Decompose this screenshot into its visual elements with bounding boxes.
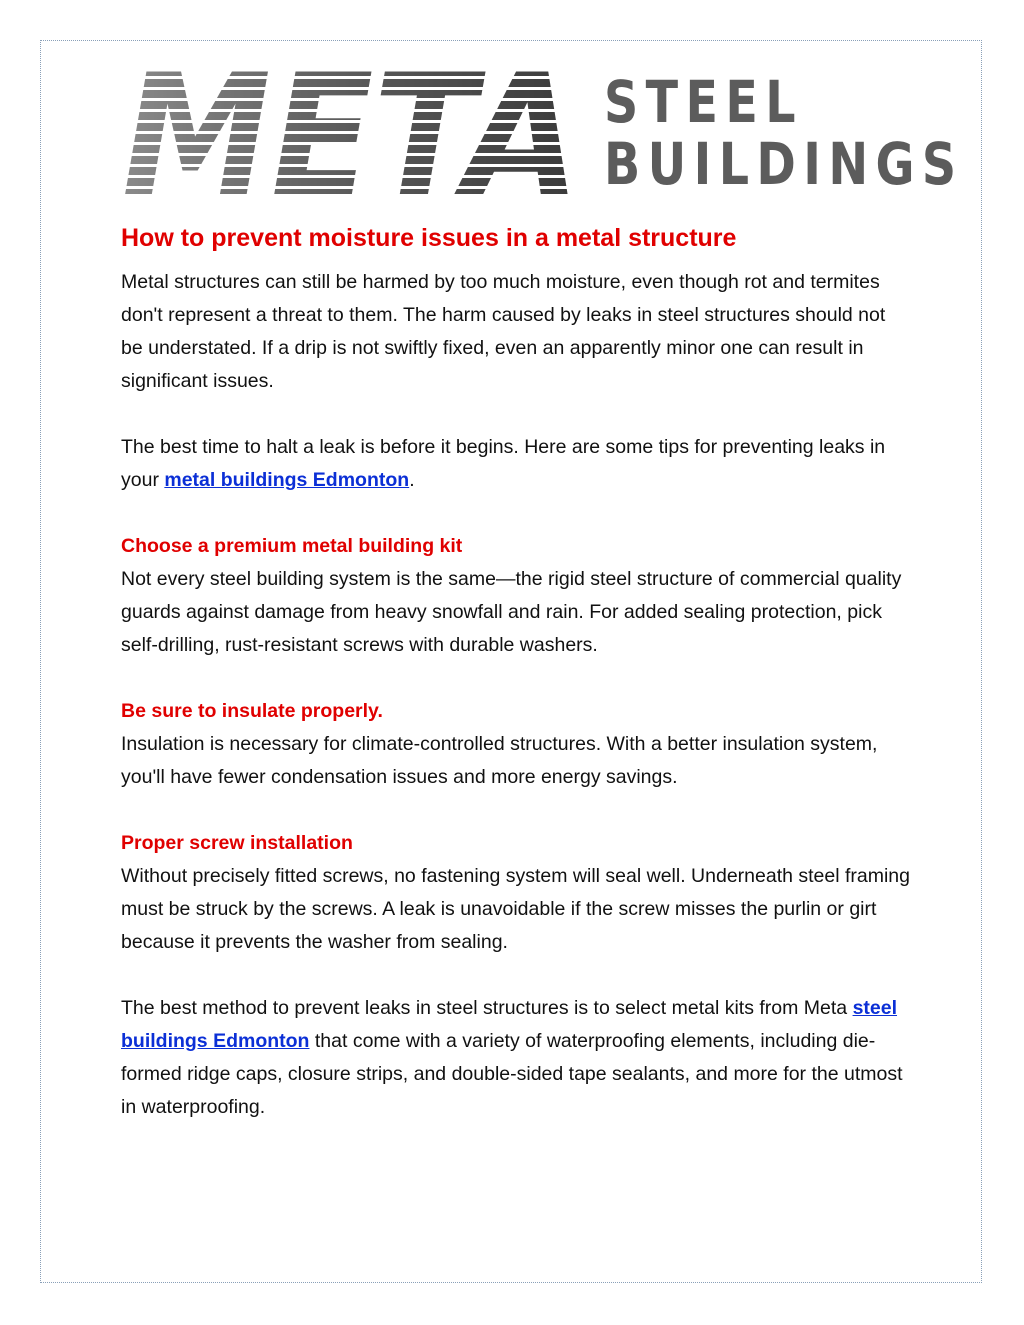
meta-logo-mark xyxy=(122,38,582,234)
logo-wordmark xyxy=(604,68,964,198)
meta-logo-text: META xyxy=(122,38,580,234)
metal-buildings-edmonton-link[interactable]: metal buildings Edmonton xyxy=(164,469,410,491)
section-body-insulate: Insulation is necessary for climate-controlled structures. With a better insulation system, you'll have fewer condensation issues and more energy savings. xyxy=(121,733,878,788)
conclusion-text-end: that come with a variety of waterproofing elements, including die-formed ridge caps, closure strips, and double-sided tape sealants, and more for the utmost in waterproofing. xyxy=(121,1030,903,1118)
section-body-screw-installation: Without precisely fitted screws, no fastening system will seal well. Underneath steel framing must be struck by the screws. A leak is unavoidable if the screw misses the purlin or girt because it prevents the washer from sealing. xyxy=(121,865,910,953)
conclusion-text: The best method to prevent leaks in steel structures is to select metal kits from Meta xyxy=(121,997,853,1019)
company-logo xyxy=(122,38,964,234)
intro-paragraph: Metal structures can still be harmed by too much moisture, even though rot and termites don't represent a threat to them. The harm caused by leaks in steel structures should not be understated. If a drip is not swiftly fixed, even an apparently minor one can result in significant issues. xyxy=(121,271,886,392)
steel-buildings-edmonton-link[interactable]: steel buildings Edmonton xyxy=(121,997,898,1052)
conclusion-paragraph xyxy=(121,992,911,1124)
section-heading-premium-kit: Choose a premium metal building kit xyxy=(121,535,463,557)
article-title: How to prevent moisture issues in a metal structure xyxy=(121,224,737,252)
tips-intro-paragraph xyxy=(121,431,911,497)
section-heading-insulate: Be sure to insulate properly. xyxy=(121,700,383,722)
tips-intro-end: . xyxy=(409,469,415,491)
article xyxy=(121,222,911,1124)
tips-intro-text: The best time to halt a leak is before it begins. Here are some tips for preventing leaks in your xyxy=(121,436,886,491)
section-body-premium-kit: Not every steel building system is the same—the rigid steel structure of commercial quality guards against damage from heavy snowfall and rain. For added sealing protection, pick self-drilling, rust-resistant screws with durable washers. xyxy=(121,568,902,656)
section-heading-screw-installation: Proper screw installation xyxy=(121,832,353,854)
logo-line-buildings: BUILDINGS xyxy=(604,130,964,198)
logo-line-steel: STEEL xyxy=(604,68,803,136)
